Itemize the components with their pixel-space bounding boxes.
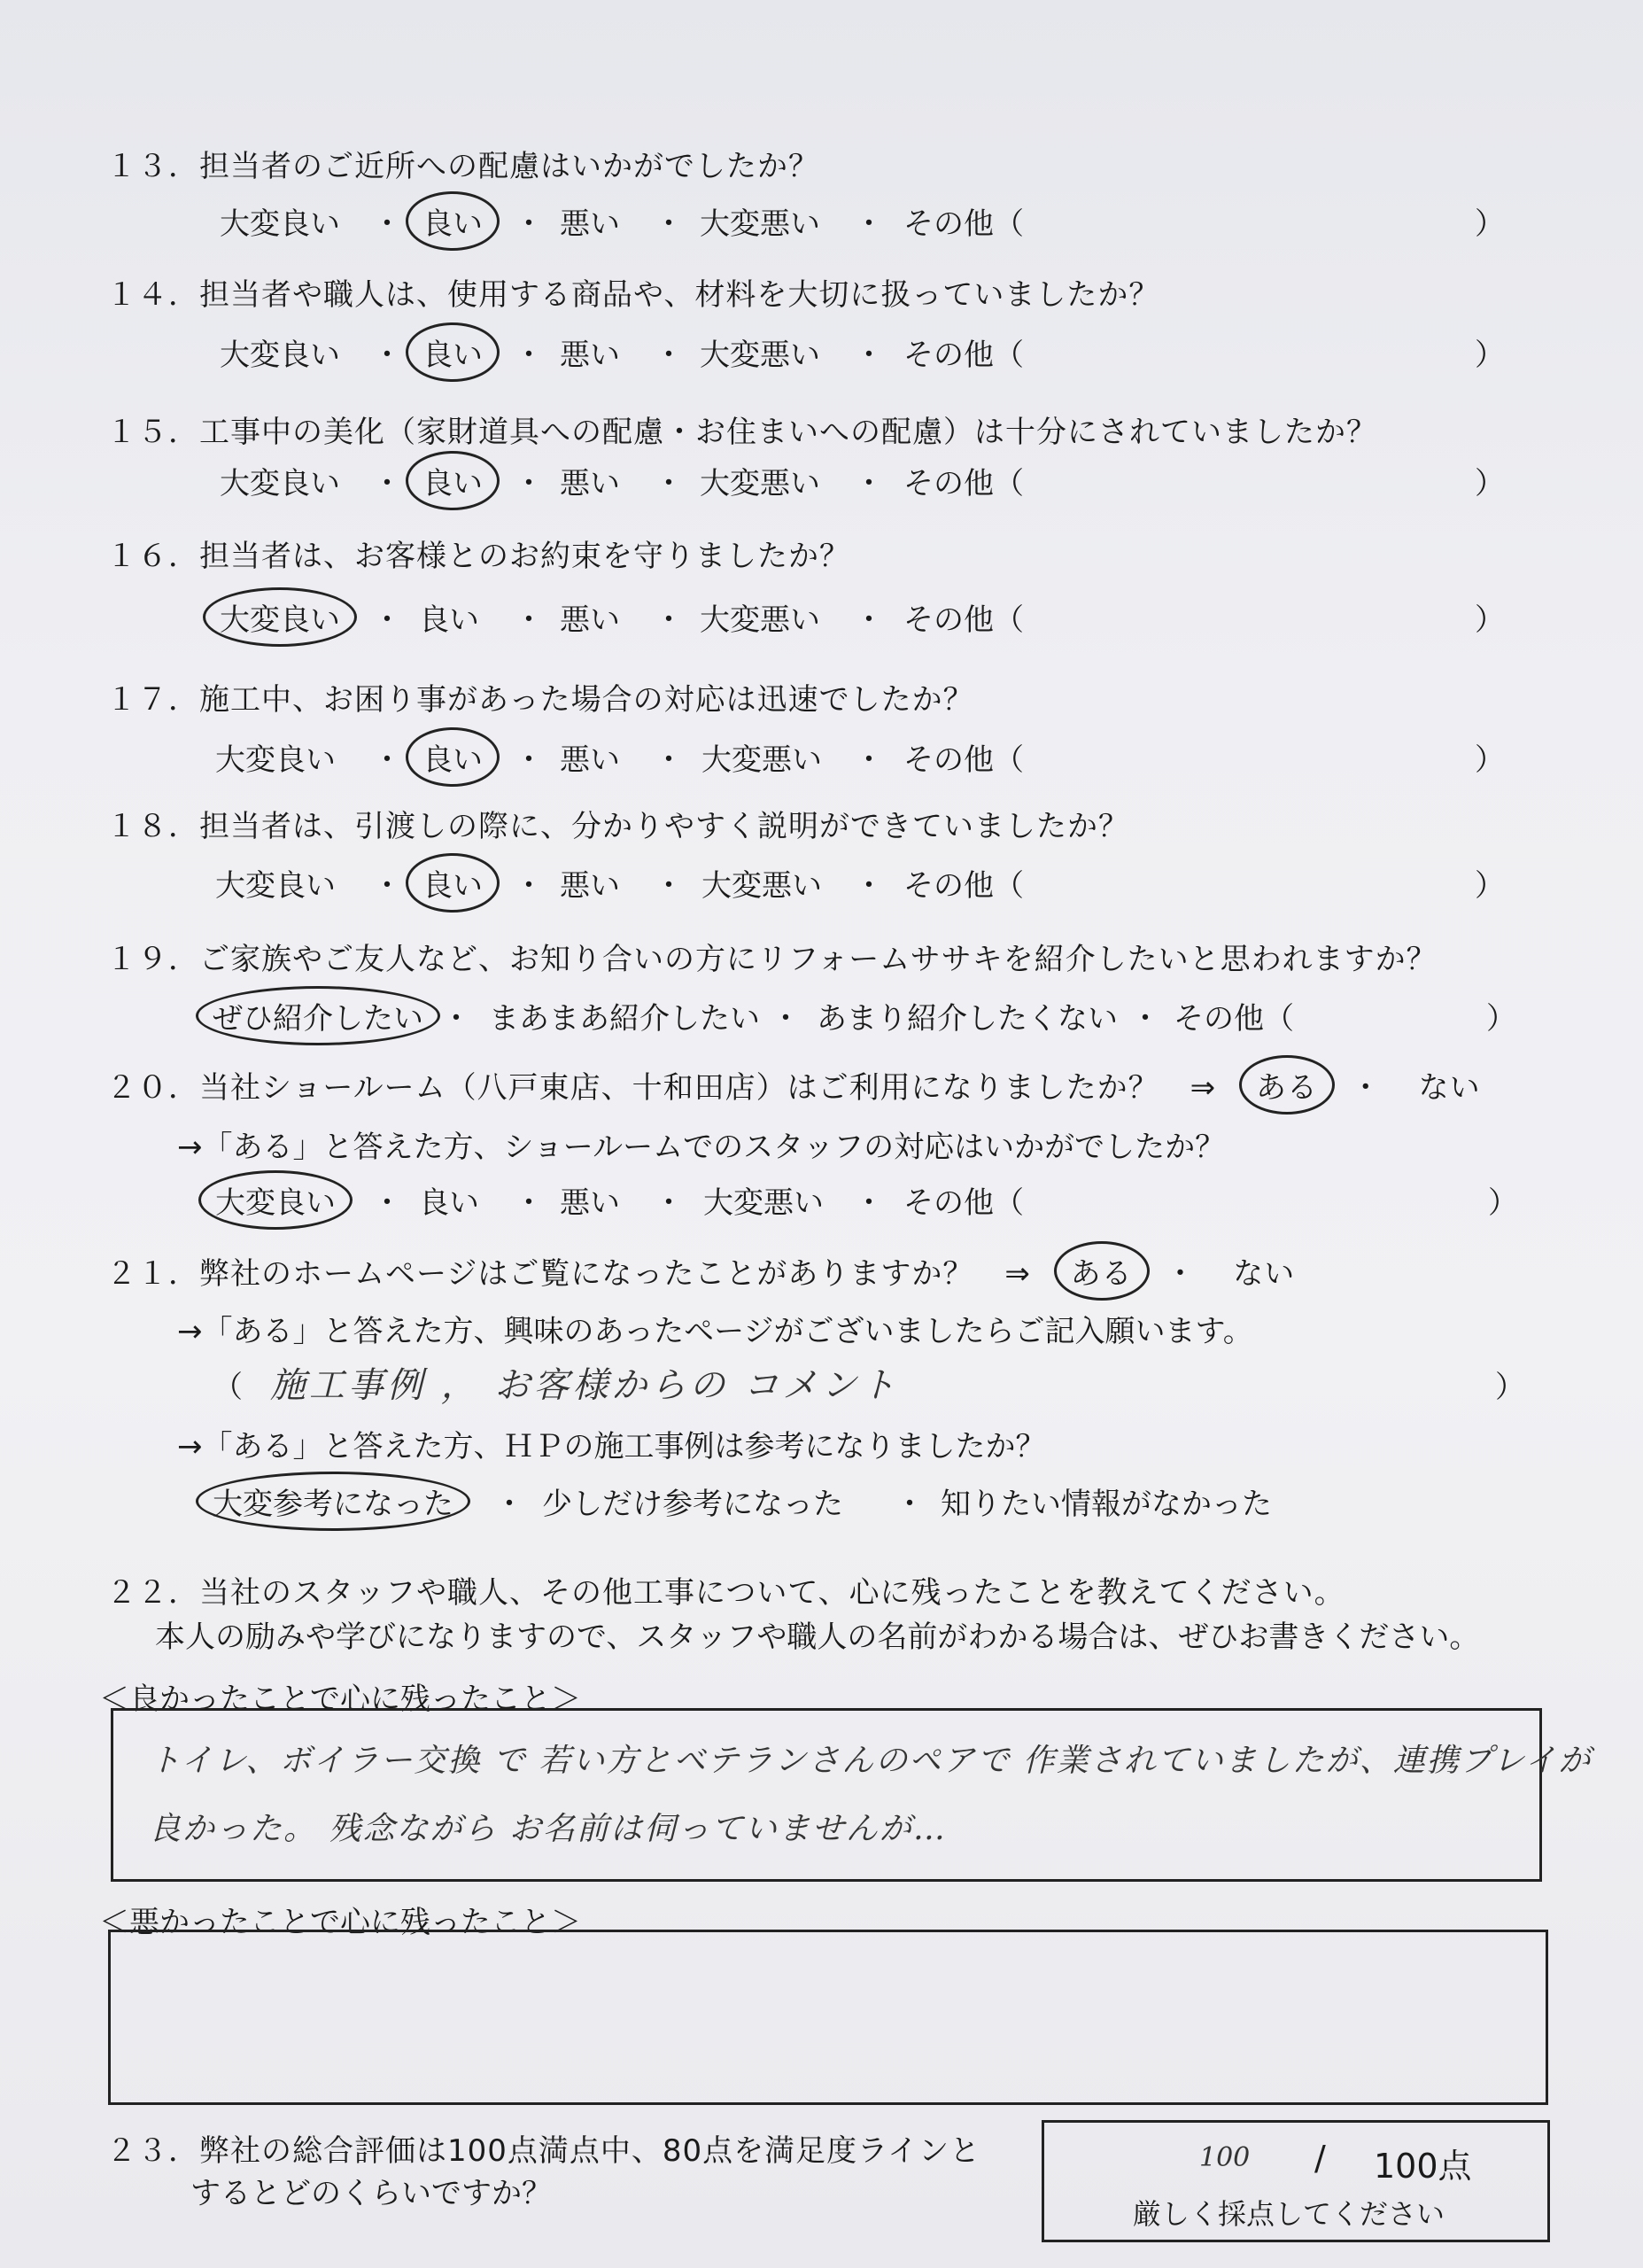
bad-memories-box[interactable] <box>108 1930 1548 2105</box>
q16-opt-bad[interactable]: 悪い <box>560 602 620 638</box>
q21-opt-very-helpful-circled[interactable]: 大変参考になった <box>196 1472 470 1531</box>
score-max: 100点 <box>1374 2147 1472 2186</box>
q15-opt-good-circled[interactable]: 良い <box>406 451 500 510</box>
q21-followup-2: →「ある」と答えた方、ＨＰの施工事例は参考になりましたか？ <box>177 1429 1046 1464</box>
q17-options: 大変良い ・ 良い ・ 悪い ・ 大変悪い ・ その他（ ） <box>213 735 1497 788</box>
q15-options: 大変良い ・ 良い ・ 悪い ・ 大変悪い ・ その他（ ） <box>213 459 1497 512</box>
question-23: ２３．弊社の総合評価は100点満点中、80点を満足度ラインと <box>106 2133 981 2169</box>
q19-options: ぜひ紹介したい ・ まあまあ紹介したい ・ あまり紹介したくない ・ その他（ ） <box>213 994 1497 1047</box>
q17-opt-very-good[interactable]: 大変良い <box>215 742 336 778</box>
bad-memories-label: ＜悪かったことで心に残ったこと＞ <box>99 1905 581 1940</box>
q16-opt-very-good-circled[interactable]: 大変良い <box>203 587 357 647</box>
q17-opt-good-circled[interactable]: 良い <box>406 727 500 787</box>
q15-opt-very-bad[interactable]: 大変悪い <box>700 466 820 501</box>
good-memories-label: ＜良かったことで心に残ったこと＞ <box>99 1682 581 1717</box>
q21-options: 大変参考になった ・ 少しだけ参考になった ・ 知りたい情報がなかった <box>213 1480 1497 1533</box>
q18-options: 大変良い ・ 良い ・ 悪い ・ 大変悪い ・ その他（ ） <box>213 861 1497 914</box>
q18-opt-very-good[interactable]: 大変良い <box>215 868 336 904</box>
question-14: １４．担当者や職人は、使用する商品や、材料を大切に扱っていましたか？ <box>106 277 1160 313</box>
q20-opt-very-good-circled[interactable]: 大変良い <box>198 1170 353 1230</box>
question-15: １５．工事中の美化（家財道具への配慮・お住まいへの配慮）は十分にされていましたか？ <box>106 415 1377 450</box>
q17-opt-other[interactable]: その他（ <box>903 742 1024 778</box>
q13-opt-good-circled[interactable]: 良い <box>406 191 500 251</box>
q19-opt-definitely-circled[interactable]: ぜひ紹介したい <box>196 986 440 1045</box>
question-16: １６．担当者は、お客様とのお約束を守りましたか？ <box>106 539 850 574</box>
q17-opt-very-bad[interactable]: 大変悪い <box>701 742 822 778</box>
q13-opt-very-good[interactable]: 大変良い <box>220 206 340 242</box>
q13-opt-other[interactable]: その他（ <box>903 206 1024 242</box>
q16-opt-good[interactable]: 良い <box>419 602 479 638</box>
q20-followup: →「ある」と答えた方、ショールームでのスタッフの対応はいかがでしたか？ <box>177 1130 1226 1165</box>
score-box[interactable]: 100 / 100点 厳しく採点してください <box>1042 2120 1550 2242</box>
q18-opt-other[interactable]: その他（ <box>903 868 1024 904</box>
score-value: 100 <box>1199 2142 1251 2173</box>
question-20: ２０．当社ショールーム（八戸東店、十和田店）はご利用になりましたか？ ⇒ ある ・ ない <box>106 1063 1481 1115</box>
q20-opt-good[interactable]: 良い <box>419 1185 479 1221</box>
q16-opt-very-bad[interactable]: 大変悪い <box>700 602 820 638</box>
q20-opt-very-bad[interactable]: 大変悪い <box>703 1185 824 1221</box>
q19-opt-somewhat[interactable]: まあまあ紹介したい <box>489 1001 760 1037</box>
q20-no[interactable]: ない <box>1418 1070 1481 1106</box>
q18-opt-good-circled[interactable]: 良い <box>406 853 500 913</box>
q21-yes-circled[interactable]: ある <box>1054 1241 1150 1301</box>
q21-opt-no-info[interactable]: 知りたい情報がなかった <box>941 1487 1272 1522</box>
q13-opt-bad[interactable]: 悪い <box>560 206 620 242</box>
question-23-line-2: するとどのくらいですか？ <box>190 2176 552 2211</box>
q14-opt-very-good[interactable]: 大変良い <box>220 338 340 373</box>
q21-handwritten-answer[interactable]: 施工事例 ， お客様からの コメント <box>270 1365 900 1406</box>
q19-opt-not-really[interactable]: あまり紹介したくない <box>817 1001 1118 1037</box>
q13-options: 大変良い ・ 良い ・ 悪い ・ 大変悪い ・ その他（ ） <box>213 199 1497 252</box>
q20-opt-bad[interactable]: 悪い <box>560 1185 620 1221</box>
q15-opt-other[interactable]: その他（ <box>903 466 1024 501</box>
q13-opt-very-bad[interactable]: 大変悪い <box>700 206 820 242</box>
q21-text: ２１．弊社のホームページはご覧になったことがありますか？ ⇒ <box>106 1256 1031 1292</box>
q14-opt-good-circled[interactable]: 良い <box>406 322 500 382</box>
question-18: １８．担当者は、引渡しの際に、分かりやすく説明ができていましたか？ <box>106 809 1129 844</box>
q17-opt-bad[interactable]: 悪い <box>560 742 620 778</box>
q21-no[interactable]: ない <box>1233 1256 1296 1292</box>
q20-yes-circled[interactable]: ある <box>1239 1055 1335 1115</box>
q21-followup-1: →「ある」と答えた方、興味のあったページがございましたらご記入願います。 <box>177 1314 1253 1349</box>
question-19: １９．ご家族やご友人など、お知り合いの方にリフォームササキを紹介したいと思われますか？ <box>106 942 1438 977</box>
good-memories-line-2: 良かった。 残念ながら お名前は伺っていませんが… <box>149 1811 947 1847</box>
question-17: １７．施工中、お困り事があった場合の対応は迅速でしたか？ <box>106 682 974 718</box>
q21-opt-slightly-helpful[interactable]: 少しだけ参考になった <box>542 1487 843 1522</box>
q14-opt-bad[interactable]: 悪い <box>560 338 620 373</box>
question-22: ２２．当社のスタッフや職人、その他工事について、心に残ったことを教えてください。 <box>106 1575 1345 1611</box>
q15-opt-very-good[interactable]: 大変良い <box>220 466 340 501</box>
q20-text: ２０．当社ショールーム（八戸東店、十和田店）はご利用になりましたか？ ⇒ <box>106 1070 1217 1106</box>
q14-opt-very-bad[interactable]: 大変悪い <box>700 338 820 373</box>
score-note: 厳しく採点してください <box>1133 2197 1445 2231</box>
q18-opt-bad[interactable]: 悪い <box>560 868 620 904</box>
q14-opt-other[interactable]: その他（ <box>903 338 1024 373</box>
question-21: ２１．弊社のホームページはご覧になったことがありますか？ ⇒ ある ・ ない <box>106 1249 1295 1301</box>
q16-opt-other[interactable]: その他（ <box>903 602 1024 638</box>
q19-opt-other[interactable]: その他（ <box>1174 1001 1294 1037</box>
q20-opt-other[interactable]: その他（ <box>903 1185 1024 1221</box>
q14-options: 大変良い ・ 良い ・ 悪い ・ 大変悪い ・ その他（ ） <box>213 330 1497 384</box>
question-13: １３．担当者のご近所への配慮はいかがでしたか？ <box>106 149 819 184</box>
q16-options: 大変良い ・ 良い ・ 悪い ・ 大変悪い ・ その他（ ） <box>213 595 1497 649</box>
q15-opt-bad[interactable]: 悪い <box>560 466 620 501</box>
good-memories-box[interactable] <box>111 1708 1593 1882</box>
q18-opt-very-bad[interactable]: 大変悪い <box>701 868 822 904</box>
good-memories-line-1: トイレ、ボイラー交換 で 若い方とベテランさんのペアで 作業されていましたが、連携プレイが <box>149 1743 1593 1779</box>
q20-options: 大変良い ・ 良い ・ 悪い ・ 大変悪い ・ その他（ ） <box>213 1178 1497 1231</box>
q22-instructions: 本人の励みや学びになりますので、スタッフや職人の名前がわかる場合は、ぜひお書きください。 <box>155 1619 1480 1655</box>
